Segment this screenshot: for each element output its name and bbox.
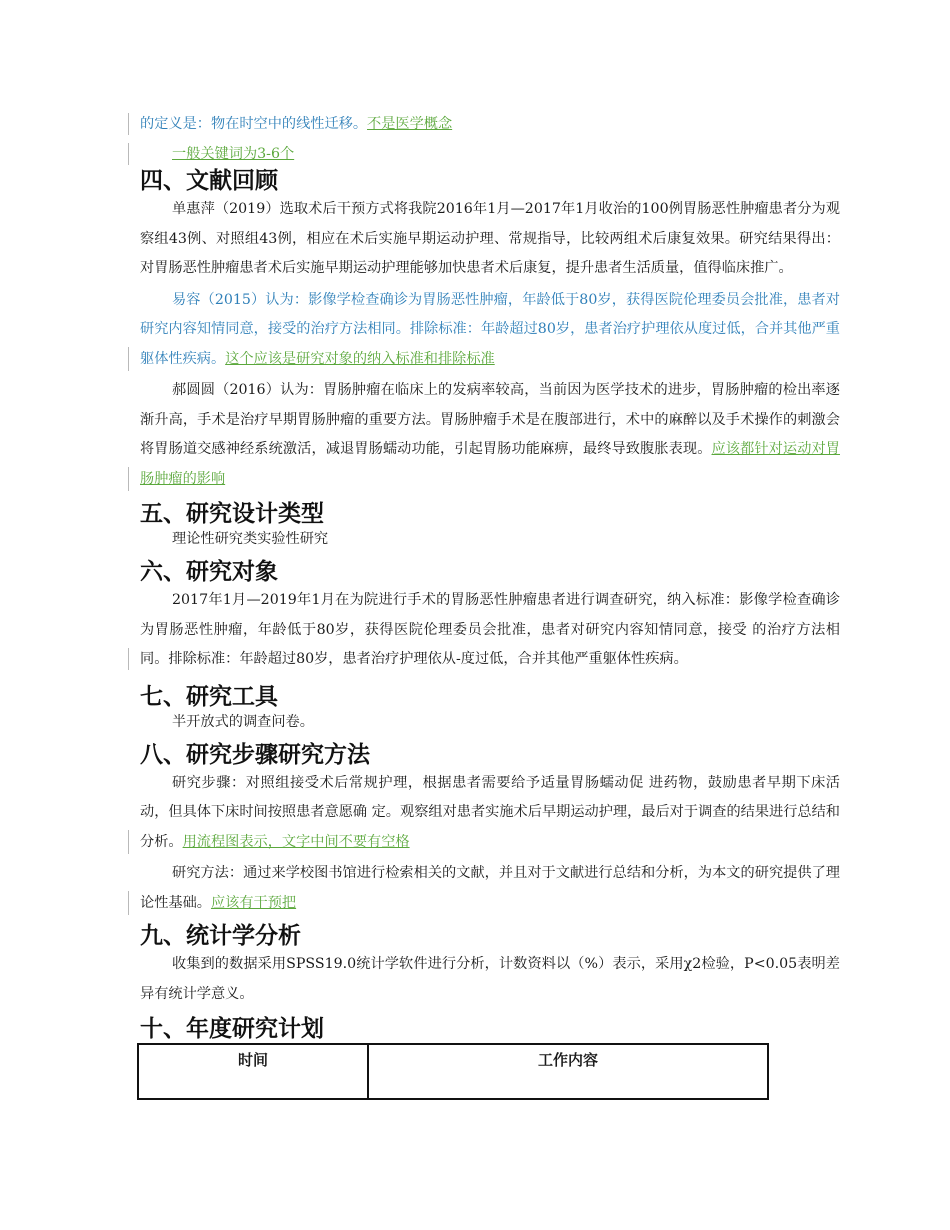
document-page bbox=[140, 108, 840, 1100]
heading-subjects: 六、研究对象 bbox=[140, 559, 278, 585]
review-comment[interactable]: 一般关键词为3-6个 bbox=[172, 145, 295, 162]
paragraph-design-type: 理论性研究类实验性研究 bbox=[172, 531, 329, 547]
paragraph-methods bbox=[140, 859, 840, 918]
change-bar bbox=[128, 143, 129, 165]
review-comment[interactable]: 不是医学概念 bbox=[367, 116, 453, 132]
paragraph-yi bbox=[140, 286, 840, 375]
column-header-time: 时间 bbox=[138, 1044, 368, 1099]
heading-steps-methods: 八、研究步骤研究方法 bbox=[140, 741, 370, 768]
review-comment[interactable]: 应该有干预把 bbox=[210, 894, 297, 911]
paragraph-hao bbox=[140, 376, 840, 494]
fragment-keywords bbox=[140, 140, 840, 170]
review-comment[interactable]: 这个应该是研究对象的纳入标准和排除标准 bbox=[225, 350, 495, 367]
heading-literature-review: 四、文献回顾 bbox=[140, 168, 278, 194]
annual-plan-table bbox=[137, 1043, 769, 1100]
paragraph-shan: 单惠萍（2019）选取术后干预方式将我院2016年1月—2017年1月收治的100例胃肠恶性肿瘤患者分为观察组43例、对照组43例，相应在术后实施早期运动护理、常规指导，比较两组术后康复效果。研究结果得出：对胃肠恶性肿瘤患者术后实施早期运动护理能够加快患者术后康复，提升患者生活质量，值得临床推广。 bbox=[140, 201, 840, 276]
paragraph-steps bbox=[140, 769, 840, 858]
change-bar bbox=[128, 113, 129, 135]
fragment-definition bbox=[140, 110, 840, 140]
heading-design-type: 五、研究设计类型 bbox=[140, 501, 324, 527]
paragraph-text: 易容（2015）认为：影像学检查确诊为胃肠恶性肿瘤，年龄低于80岁，获得医院伦理委员会批准，患者对研究内容知情同意，接受的治疗方法相同。排除标准：年龄超过80岁，患者治疗护理依从度过低，合并其他严重躯体性疾病。 bbox=[140, 291, 840, 367]
fragment-text: 的定义是：物在时空中的线性迁移。 bbox=[140, 116, 368, 132]
change-bar bbox=[128, 347, 129, 371]
paragraph-text: 研究方法：通过来学校图书馆进行检索相关的文献，并且对于文献进行总结和分析，为本文的研究提供了理论性基础。 bbox=[140, 865, 840, 911]
column-header-content: 工作内容 bbox=[368, 1044, 768, 1099]
heading-statistics: 九、统计学分析 bbox=[140, 923, 301, 949]
paragraph-text: 研究步骤：对照组接受术后常规护理，根据患者需要给予适量胃肠蠕动促 进药物，鼓励患者早期下床活动，但具体下床时间按照患者意愿确 定。观察组对患者实施术后早期运动护理，最后对于调查的结果进行总结和分析。 bbox=[140, 774, 840, 850]
paragraph-statistics: 收集到的数据采用SPSS19.0统计学软件进行分析，计数资料以（%）表示，采用χ2检验，P<0.05表明差异有统计学意义。 bbox=[140, 956, 840, 1002]
table-header-row bbox=[138, 1044, 768, 1099]
change-bar bbox=[128, 648, 129, 670]
change-bar bbox=[128, 830, 129, 854]
review-comment[interactable]: 应该都针对运动对胃肠肿瘤的影响 bbox=[140, 441, 840, 487]
paragraph-subjects bbox=[140, 586, 840, 675]
paragraph-text: 郝圆圆（2016）认为：胃肠肿瘤在临床上的发病率较高，当前因为医学技术的进步，胃肠肿瘤的检出率逐渐升高，手术是治疗早期胃肠肿瘤的重要方法。胃肠肿瘤手术是在腹部进行，术中的麻醉以及手术操作的刺激会将胃肠道交感神经系统激活，减退胃肠蠕动功能，引起胃肠功能麻痹，最终导致腹胀表现。 bbox=[140, 382, 840, 457]
heading-annual-plan: 十、年度研究计划 bbox=[140, 1016, 324, 1042]
review-comment[interactable]: 用流程图表示，文字中间不要有空格 bbox=[182, 833, 410, 850]
change-bar bbox=[128, 467, 129, 491]
paragraph-text: 2017年1月—2019年1月在为院进行手术的胃肠恶性肿瘤患者进行调查研究，纳入标准：影像学检查确诊为胃肠恶性肿瘤，年龄低于80岁，获得医院伦理委员会批准，患者对研究内容知情同意，接受 的治疗方法相同。排除标准：年龄超过80岁，患者治疗护理依从-度过低，合并其他严重躯体性疾病。 bbox=[140, 592, 840, 667]
paragraph-tools: 半开放式的调查问卷。 bbox=[172, 713, 314, 730]
heading-tools: 七、研究工具 bbox=[140, 683, 278, 710]
change-bar bbox=[128, 891, 129, 915]
